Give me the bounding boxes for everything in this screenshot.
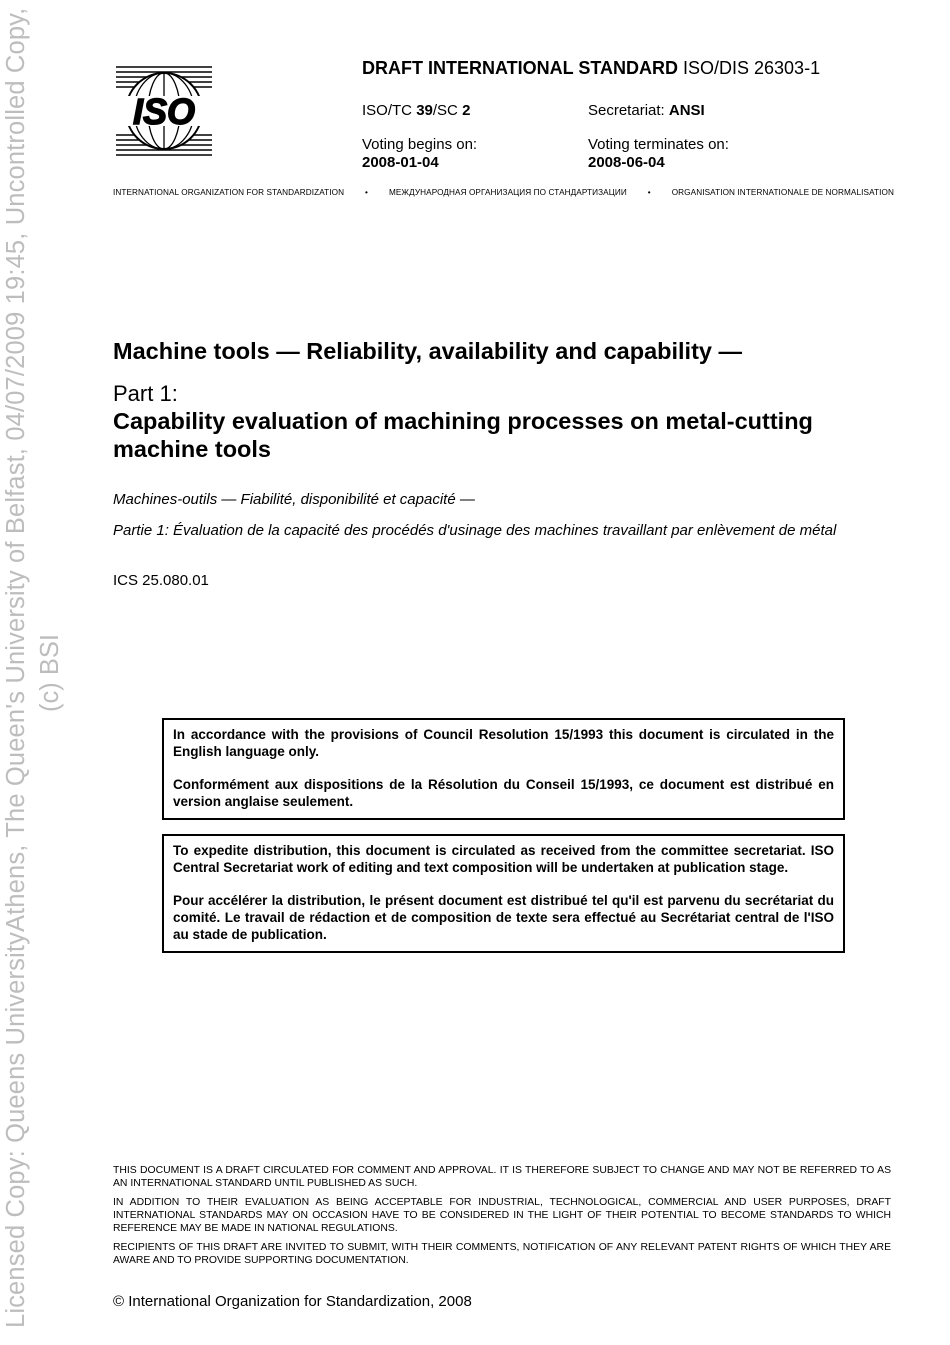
voting-ends-date: 2008-06-04 xyxy=(588,154,665,171)
disclaimer-paragraph: RECIPIENTS OF THIS DRAFT ARE INVITED TO SUBMIT, WITH THEIR COMMENTS, NOTIFICATION OF ANY RELEVANT PATENT RIGHTS OF WHICH THEY ARE AWARE AND TO PROVIDE SUPPORTING DOCUMENTATION. xyxy=(113,1242,891,1266)
org-separator: • xyxy=(365,188,369,197)
copyright-notice xyxy=(113,1293,472,1310)
org-name-en: INTERNATIONAL ORGANIZATION FOR STANDARDIZATION xyxy=(113,188,345,197)
disclaimer-paragraph: IN ADDITION TO THEIR EVALUATION AS BEING ACCEPTABLE FOR INDUSTRIAL, TECHNOLOGICAL, COMMERCIAL AND USER PURPOSES, DRAFT INTERNATIONAL STANDARDS MAY ON OCCASION HAVE TO BE CONSIDERED IN THE LIGHT OF THEIR POTENTIAL TO BECOME STANDARDS TO WHICH REFERENCE MAY BE MADE IN NATIONAL REGULATIONS. xyxy=(113,1197,891,1234)
sc-number: 2 xyxy=(462,102,471,119)
part-label: Part 1: xyxy=(113,381,178,406)
watermark-line-2: (c) BSI xyxy=(36,634,64,712)
doc-type-label: DRAFT INTERNATIONAL STANDARD xyxy=(362,58,678,78)
secretariat-label: Secretariat: xyxy=(588,102,665,119)
secretariat xyxy=(588,102,705,119)
copyright-icon: © xyxy=(113,1293,125,1310)
org-name-ru: МЕЖДУНАРОДНАЯ ОРГАНИЗАЦИЯ ПО СТАНДАРТИЗАЦИИ xyxy=(388,188,627,197)
org-name-fr: ORGANISATION INTERNATIONALE DE NORMALISATION xyxy=(671,188,894,197)
part-title: Capability evaluation of machining processes on metal-cutting machine tools xyxy=(113,408,813,462)
org-separator: • xyxy=(647,188,651,197)
language-notice-box xyxy=(162,718,845,820)
tc-number: 39 xyxy=(416,102,433,119)
ics-code: ICS 25.080.01 xyxy=(113,572,209,589)
french-main-title: Machines-outils — Fiabilité, disponibilité et capacité — xyxy=(113,491,475,508)
disclaimer-paragraph: THIS DOCUMENT IS A DRAFT CIRCULATED FOR COMMENT AND APPROVAL. IT IS THEREFORE SUBJECT TO CHANGE AND MAY NOT BE REFERRED TO AS AN INTERNATIONAL STANDARD UNTIL PUBLISHED AS SUCH. xyxy=(113,1165,891,1189)
language-notice-fr: Conformément aux dispositions de la Résolution du Conseil 15/1993, ce document est distribué en version anglaise seulement. xyxy=(173,777,834,809)
committee-prefix: ISO/TC xyxy=(362,102,413,119)
secretariat-value: ANSI xyxy=(668,102,705,119)
language-notice-en: In accordance with the provisions of Council Resolution 15/1993 this document is circulated in the English language only. xyxy=(173,727,834,759)
voting-begins-date: 2008-01-04 xyxy=(362,154,439,171)
document-type xyxy=(362,58,820,79)
doc-number: ISO/DIS 26303-1 xyxy=(683,58,821,78)
iso-logo xyxy=(113,64,215,158)
committee xyxy=(362,102,470,119)
voting-begins-label: Voting begins on: xyxy=(362,136,478,153)
copyright-text: International Organization for Standardization, 2008 xyxy=(128,1293,472,1310)
iso-logo-text: ISO xyxy=(132,91,196,132)
french-part-title: Partie 1: Évaluation de la capacité des procédés d'usinage des machines travaillant par enlèvement de métal xyxy=(113,522,837,539)
organization-line xyxy=(113,188,894,197)
sc-prefix: /SC xyxy=(432,102,458,119)
draft-disclaimer xyxy=(113,1164,891,1273)
main-title: Machine tools — Reliability, availability and capability — xyxy=(113,338,743,364)
watermark-line-1: Licensed Copy: Queens UniversityAthens, The Queen's University of Belfast, 04/07/2009 19:45, Uncontrolled Copy, xyxy=(2,7,30,1328)
distribution-notice-fr: Pour accélérer la distribution, le présent document est distribué tel qu'il est parvenu du secrétariat du comité. Le travail de rédaction et de composition de texte sera effectué au Secrétariat central de l'ISO au stade de publication. xyxy=(173,893,834,942)
distribution-notice-box xyxy=(162,834,845,953)
distribution-notice-en: To expedite distribution, this document is circulated as received from the committee secretariat. ISO Central Secretariat work of editing and text composition will be undertaken at publication stage. xyxy=(173,843,834,875)
voting-ends-label: Voting terminates on: xyxy=(588,136,729,153)
